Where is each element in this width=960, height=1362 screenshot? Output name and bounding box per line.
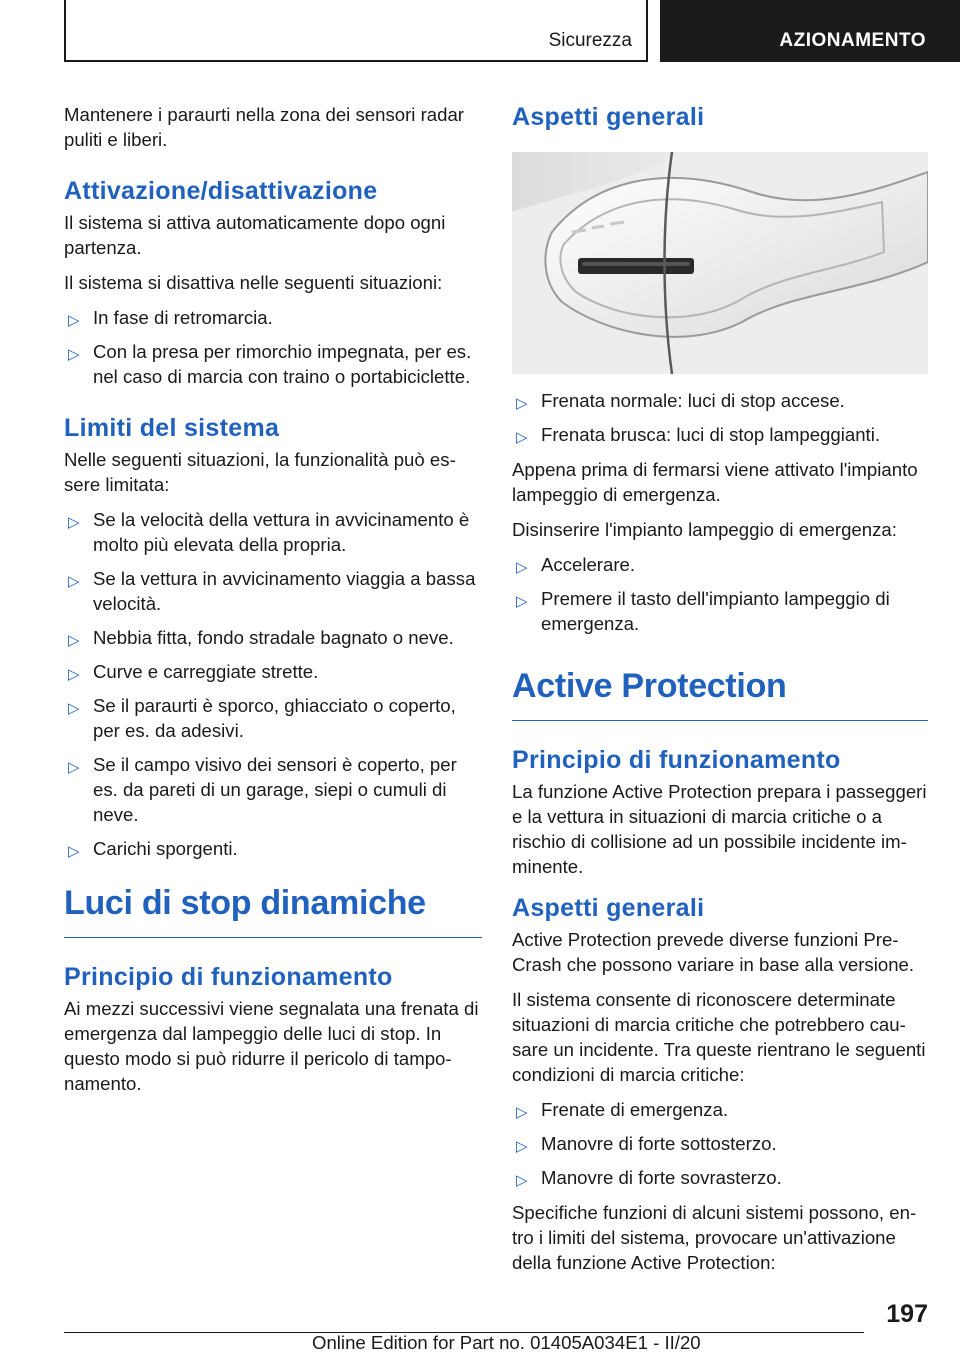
page-number: 197 (886, 1300, 928, 1328)
activation-paragraph-2: Il sistema si disattiva nelle seguenti situazioni: (64, 272, 443, 293)
list-item: ▷ Se la vettura in avvicinamento viaggia a bassa velocità. (68, 568, 476, 614)
list-item: ▷ In fase di retromarcia. (64, 305, 482, 330)
triangle-bullet-icon: ▷ (516, 429, 528, 446)
activation-list (64, 305, 482, 389)
triangle-bullet-icon: ▷ (68, 759, 80, 776)
general-list (512, 388, 928, 447)
triangle-bullet-icon: ▷ (68, 346, 80, 363)
list-item: ▷ Con la presa per rimorchio impegnata, per es. nel caso di marcia con traino o portabiciclette. (68, 341, 472, 387)
activation-paragraph-1: Il sistema si attiva automaticamente dopo ogni partenza. (64, 212, 446, 258)
triangle-bullet-icon: ▷ (68, 843, 80, 860)
triangle-bullet-icon: ▷ (516, 1172, 528, 1189)
triangle-bullet-icon: ▷ (516, 1138, 528, 1155)
list-item: ▷ Se il paraurti è sporco, ghiacciato o coperto, per es. da adesivi. (68, 695, 456, 741)
list-item: ▷ Premere il tasto dell'impianto lampeggio di emergenza. (516, 588, 890, 634)
triangle-bullet-icon: ▷ (516, 559, 528, 576)
general-paragraph-1: Appena prima di fermarsi viene attivato l'impianto lampeggio di emergenza. (512, 459, 918, 505)
limits-paragraph: Nelle seguenti situazioni, la funzionalità può essere limitata: (64, 449, 456, 495)
page-header (0, 0, 960, 66)
list-item: ▷ Nebbia fitta, fondo stradale bagnato o neve. (64, 625, 482, 650)
general-heading: Aspetti generali (512, 103, 705, 131)
triangle-bullet-icon: ▷ (68, 666, 80, 683)
ap-conditions-list (512, 1097, 928, 1190)
brake-lights-paragraph: Ai mezzi successivi viene segnalata una frenata di emergenza dal lampeggio delle luci di stop. In questo modo si può ridurre il pericolo di tamponamento. (64, 998, 479, 1094)
list-item: ▷ Manovre di forte sottosterzo. (512, 1131, 928, 1156)
edition-footer: Online Edition for Part no. 01405A034E1 - II/20 (312, 1332, 701, 1353)
left-column (64, 102, 482, 1106)
ap-general-heading: Aspetti generali (512, 894, 705, 922)
active-protection-heading: Active Protection (512, 666, 928, 721)
ap-general-paragraph-1: Active Protection prevede diverse funzioni Pre-Crash che possono variare in base alla versione. (512, 929, 915, 975)
limits-list (64, 507, 482, 861)
list-item: ▷ Carichi sporgenti. (64, 836, 482, 861)
ap-principle-heading: Principio di funzionamento (512, 746, 841, 774)
list-item: ▷ Frenata normale: luci di stop accese. (512, 388, 928, 413)
triangle-bullet-icon: ▷ (68, 573, 80, 590)
list-item: ▷ Se la velocità della vettura in avvicinamento è molto più elevata della propria. (68, 509, 470, 555)
triangle-bullet-icon: ▷ (516, 395, 528, 412)
activation-heading: Attivazione/disattivazione (64, 177, 378, 205)
chapter-tab (660, 0, 960, 62)
right-column (512, 102, 928, 1285)
limits-heading: Limiti del sistema (64, 414, 280, 442)
list-item: ▷ Frenata brusca: luci di stop lampeggianti. (512, 422, 928, 447)
ap-general-paragraph-3: Specifiche funzioni di alcuni sistemi possono, entro i limiti del sistema, provocare un'attivazione della funzione Active Protection: (512, 1202, 917, 1273)
intro-paragraph: Mantenere i paraurti nella zona dei sensori radar puliti e liberi. (64, 104, 464, 150)
ap-general-paragraph-2: Il sistema consente di riconoscere determinate situazioni di marcia critiche che potrebbero causare un incidente. Tra queste rientrano le seguenti condizioni di marcia critiche: (512, 989, 926, 1085)
triangle-bullet-icon: ▷ (68, 700, 80, 717)
triangle-bullet-icon: ▷ (516, 1104, 528, 1121)
list-item: ▷ Manovre di forte sovrasterzo. (512, 1165, 928, 1190)
list-item: ▷ Accelerare. (512, 552, 928, 577)
chapter-label: AZIONAMENTO (779, 30, 926, 51)
list-item: ▷ Se il campo visivo dei sensori è coperto, per es. da pareti di un garage, siepi o cumuli di neve. (68, 754, 457, 825)
tail-light-illustration (512, 152, 928, 374)
hazard-list (512, 552, 928, 636)
triangle-bullet-icon: ▷ (68, 312, 80, 329)
triangle-bullet-icon: ▷ (68, 514, 80, 531)
section-tab (64, 0, 648, 62)
triangle-bullet-icon: ▷ (68, 632, 80, 649)
list-item: ▷ Curve e carreggiate strette. (64, 659, 482, 684)
section-label: Sicurezza (548, 30, 632, 51)
triangle-bullet-icon: ▷ (516, 593, 528, 610)
general-paragraph-2: Disinserire l'impianto lampeggio di emergenza: (512, 519, 897, 540)
list-item: ▷ Frenate di emergenza. (512, 1097, 928, 1122)
brake-lights-heading: Luci di stop dinamiche (64, 883, 482, 938)
ap-principle-paragraph: La funzione Active Protection prepara i passeggeri e la vettura in situazioni di marcia critiche o a rischio di collisione ad un possibile incidente imminente. (512, 781, 927, 877)
brake-lights-principle-heading: Principio di funzionamento (64, 963, 393, 991)
